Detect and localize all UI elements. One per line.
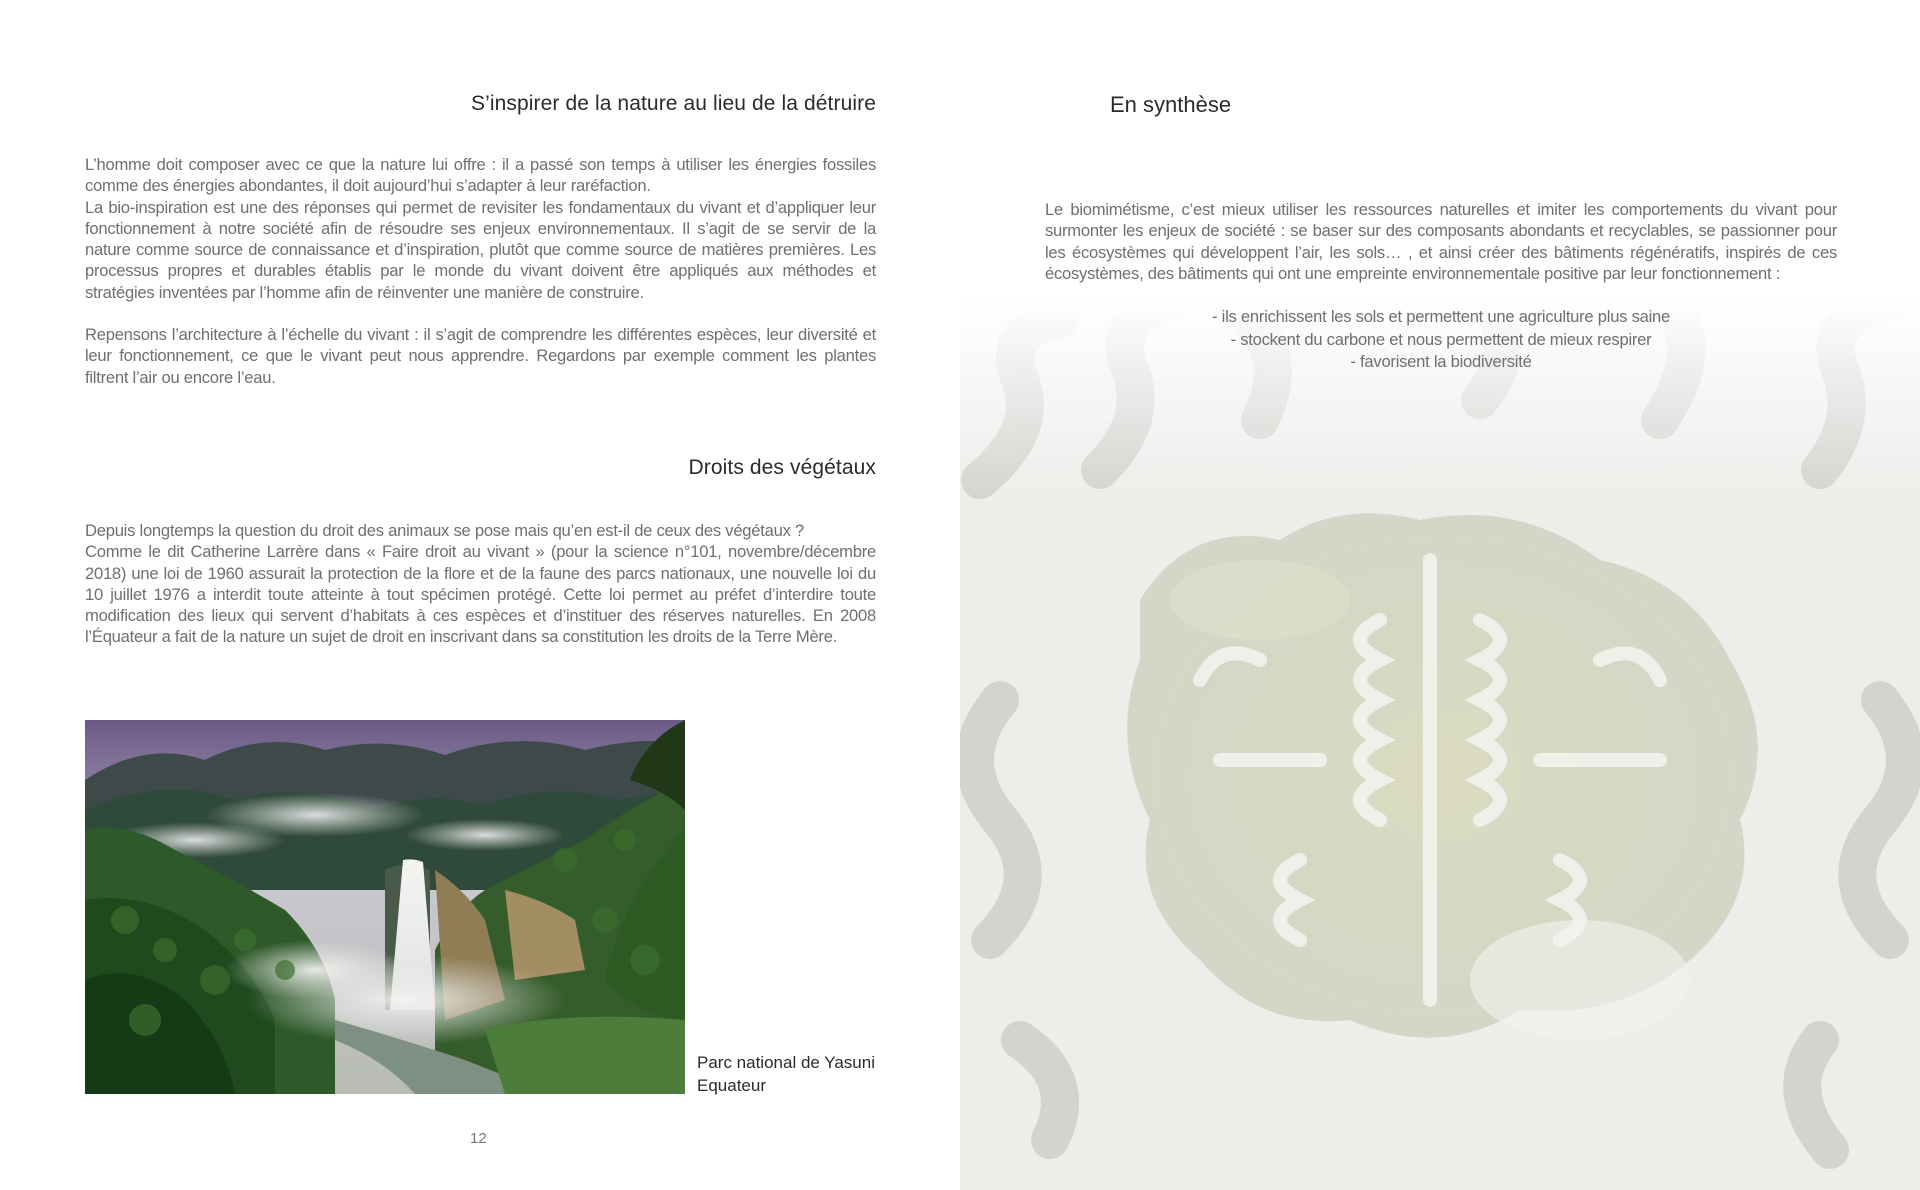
caption-place: Parc national de Yasuni <box>697 1053 875 1072</box>
right-page <box>960 0 1920 1190</box>
section-title-inspiration: S’inspirer de la nature au lieu de la détruire <box>470 92 876 115</box>
section-title-plant-rights: Droits des végétaux <box>688 456 876 479</box>
paragraph: Depuis longtemps la question du droit des animaux se pose mais qu’en est-il de ceux des végétaux ? <box>85 521 804 540</box>
section-title-synthesis: En synthèse <box>1110 92 1232 117</box>
list-item: - favorisent la biodiversité <box>1350 352 1532 371</box>
list-item: - ils enrichissent les sols et permettent une agriculture plus saine <box>1212 307 1670 326</box>
paragraph: La bio-inspiration est une des réponses qui permet de revisiter les fondamentaux du vivant et d’appliquer leur fonctionnement à notre société afin de résoudre ses enjeux environnementaux. Il s’agit de se servir de la nature comme source de connaissance et d’inspiration, plutôt que comme source de matières premières. Les processus propres et durables établis par le monde du vivant doivent être appliqués aux méthodes et stratégies inventées par l’homme afin de réinventer une manière de construire. <box>85 197 876 302</box>
waterfall-photo <box>85 720 685 1094</box>
organic-pattern-background <box>960 0 1920 1190</box>
section-body-plant-rights <box>85 520 876 648</box>
paragraph: L’homme doit composer avec ce que la nature lui offre : il a passé son temps à utiliser les énergies fossiles comme des énergies abondantes, il doit aujourd’hui s’adapter à leur raréfaction. <box>85 155 876 196</box>
section-body-inspiration <box>85 154 876 388</box>
list-item: - stockent du carbone et nous permettent de mieux respirer <box>1230 329 1652 349</box>
synthesis-paragraph: Le biomimétisme, c’est mieux utiliser les ressources naturelles et imiter les comportements du vivant pour surmonter les enjeux de société : se baser sur des composants abondants et recyclables, se passionner pour les écosystèmes qui développent l’air, les sols… , et ainsi créer des bâtiments régénératifs, inspirés de ces écosystèmes, des bâtiments qui ont une empreinte environnementale positive par leur fonctionnement : <box>1045 200 1837 283</box>
caption-country: Equateur <box>697 1076 766 1095</box>
benefits-list <box>1045 306 1837 374</box>
paragraph: Repensons l’architecture à l’échelle du vivant : il s’agit de comprendre les différentes espèces, leur diversité et leur fonctionnement, ce que le vivant peut nous apprendre. Regardons par exemple comment les plantes filtrent l’air ou encore l’eau. <box>85 325 876 387</box>
paragraph: Comme le dit Catherine Larrère dans « Faire droit au vivant » (pour la science n°101, novembre/décembre 2018) une loi de 1960 assurait la protection de la flore et de la faune des parcs nationaux, une nouvelle loi du 10 juillet 1976 a interdit toute atteinte à tout spécimen protégé. Cette loi permet au préfet d’interdire toute modification des lieux qui servent d’habitats à ces espèces et d’instituer des réserves naturelles. En 2008 l’Équateur a fait de la nature un sujet de droit en inscrivant dans sa constitution les droits de la Terre Mère. <box>85 542 876 647</box>
photo-caption <box>697 1051 875 1097</box>
page-number: 12 <box>470 1130 487 1147</box>
